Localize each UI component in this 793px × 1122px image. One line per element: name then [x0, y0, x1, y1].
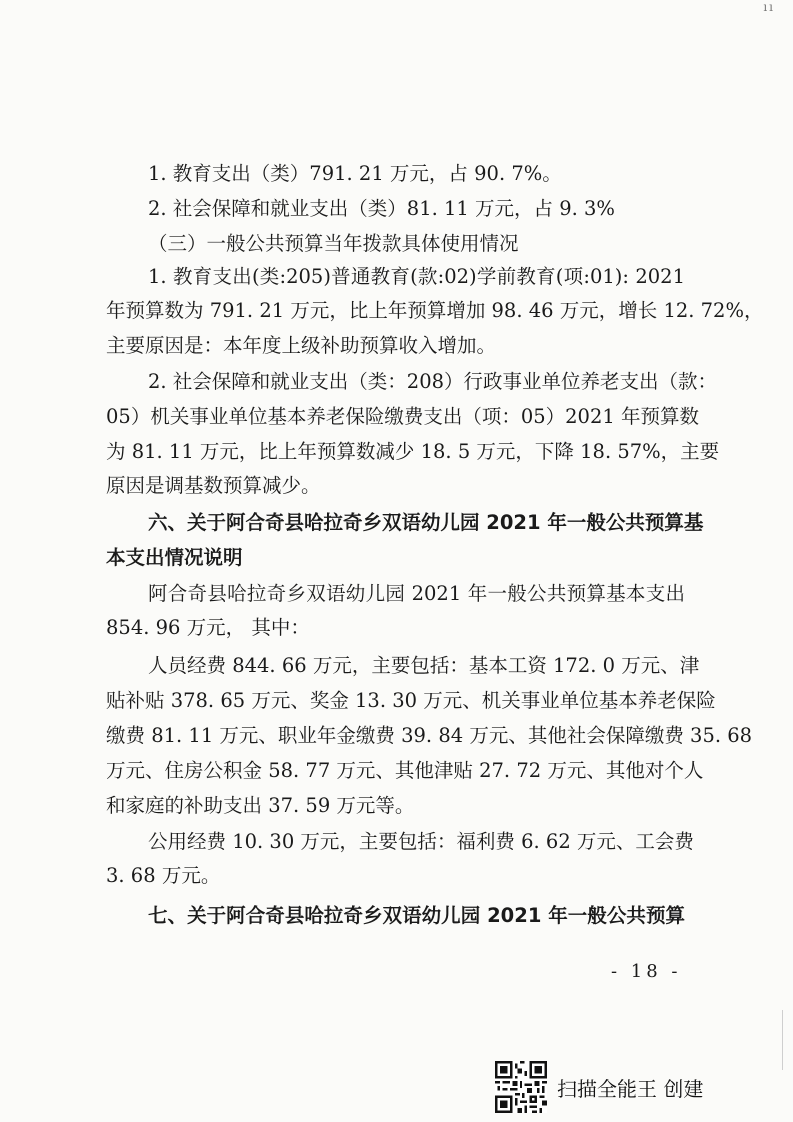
- scan-edge-line: [782, 1010, 783, 1070]
- text-line-social-detail-2: 05）机关事业单位基本养老保险缴费支出（项：05）2021 年预算数: [106, 405, 699, 428]
- text-line-public-expense-2: 3. 68 万元。: [106, 864, 221, 887]
- text-line-personnel-5: 和家庭的补助支出 37. 59 万元等。: [106, 794, 415, 817]
- subheading-appropriation-usage: （三）一般公共预算当年拨款具体使用情况: [148, 232, 519, 255]
- corner-mark: ıı: [763, 0, 775, 14]
- text-line-social-security-share: 2. 社会保障和就业支出（类）81. 11 万元，占 9. 3%: [148, 197, 615, 220]
- section-seven-heading: 七、关于阿合奇县哈拉奇乡双语幼儿园 2021 年一般公共预算: [148, 904, 685, 927]
- text-line-basic-expenditure-2: 854. 96 万元， 其中：: [106, 616, 310, 639]
- text-line-education-detail-1: 1. 教育支出(类:205)普通教育(款:02)学前教育(项:01): 2021: [148, 265, 685, 288]
- qr-code-icon: [495, 1061, 547, 1113]
- text-line-social-detail-4: 原因是调基数预算减少。: [106, 474, 321, 497]
- scanner-watermark: [495, 1058, 703, 1116]
- section-six-heading-1: 六、关于阿合奇县哈拉奇乡双语幼儿园 2021 年一般公共预算基: [148, 511, 704, 534]
- page-number: - 18 -: [611, 961, 682, 982]
- text-line-personnel-2: 贴补贴 378. 65 万元、奖金 13. 30 万元、机关事业单位基本养老保险: [106, 689, 716, 712]
- text-line-personnel-1: 人员经费 844. 66 万元，主要包括：基本工资 172. 0 万元、津: [148, 654, 700, 677]
- text-line-social-detail-3: 为 81. 11 万元，比上年预算数减少 18. 5 万元，下降 18. 57%，主要: [106, 440, 720, 463]
- text-line-personnel-3: 缴费 81. 11 万元、职业年金缴费 39. 84 万元、其他社会保障缴费 35. 68: [106, 724, 753, 747]
- text-line-education-detail-3: 主要原因是：本年度上级补助预算收入增加。: [106, 334, 497, 357]
- text-line-education-detail-2: 年预算数为 791. 21 万元，比上年预算增加 98. 46 万元，增长 12. 72%，: [106, 299, 764, 322]
- text-line-education-share: 1. 教育支出（类）791. 21 万元，占 90. 7%。: [148, 162, 562, 185]
- text-line-basic-expenditure-1: 阿合奇县哈拉奇乡双语幼儿园 2021 年一般公共预算基本支出: [148, 582, 685, 605]
- text-line-public-expense-1: 公用经费 10. 30 万元，主要包括：福利费 6. 62 万元、工会费: [148, 830, 694, 853]
- scanner-app-credit: 扫描全能王 创建: [557, 1076, 704, 1101]
- text-line-personnel-4: 万元、住房公积金 58. 77 万元、其他津贴 27. 72 万元、其他对个人: [106, 759, 704, 782]
- text-line-social-detail-1: 2. 社会保障和就业支出（类：208）行政事业单位养老支出（款：: [148, 370, 718, 393]
- section-six-heading-2: 本支出情况说明: [106, 546, 243, 569]
